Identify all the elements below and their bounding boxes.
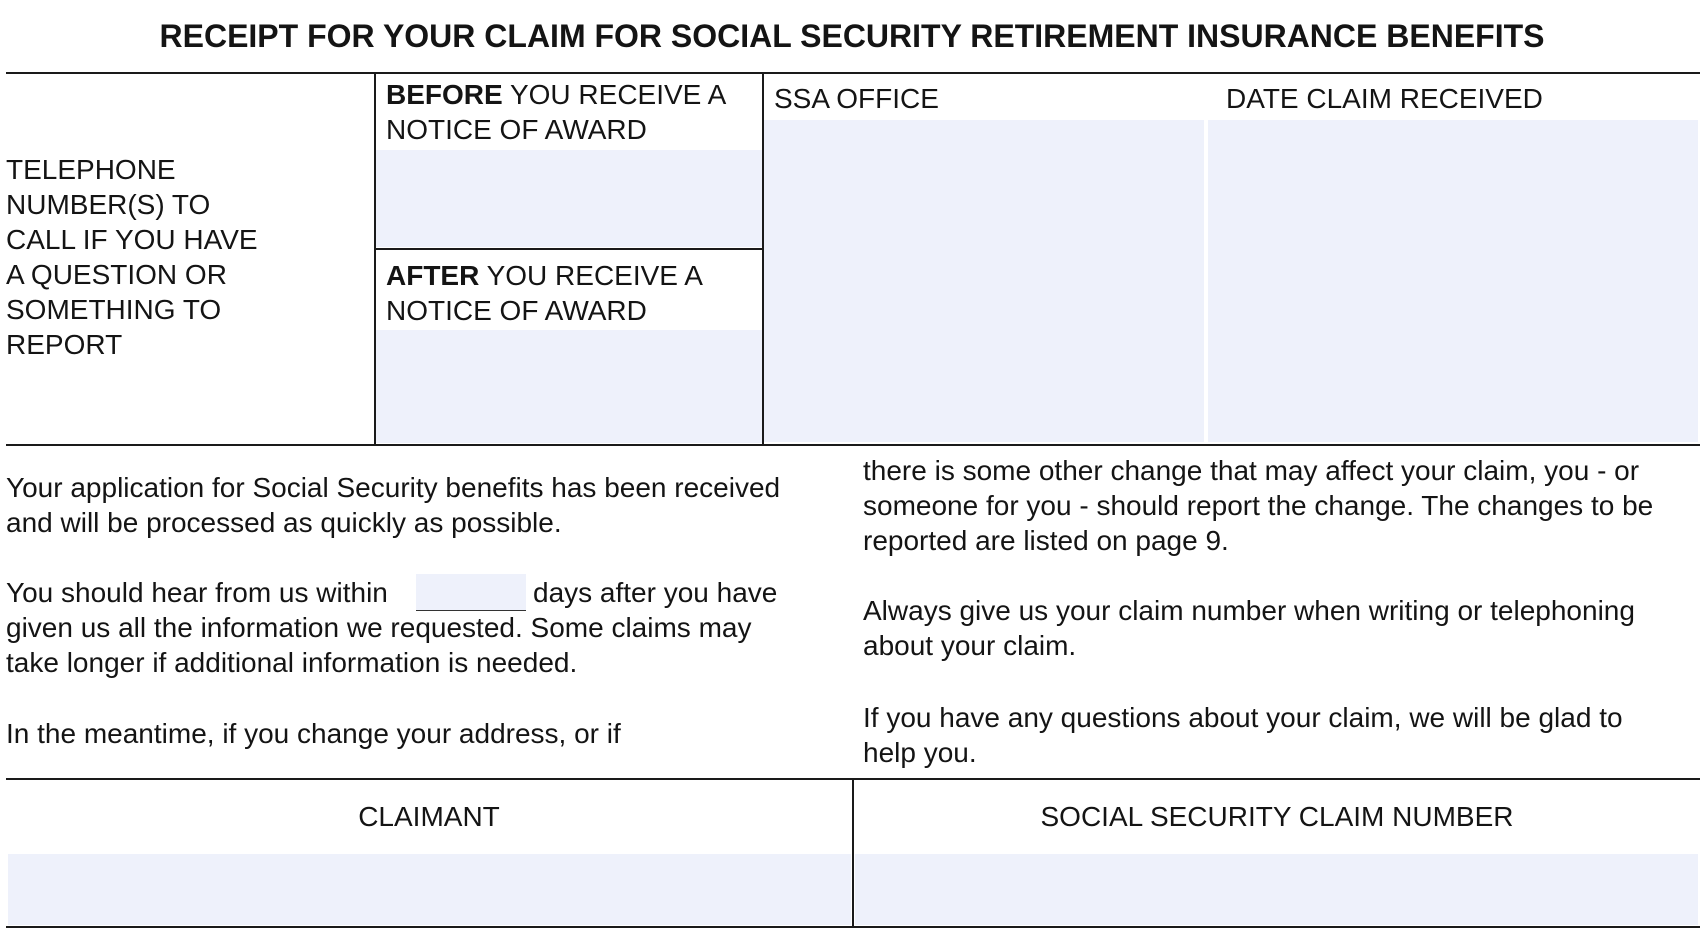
ssa-office-input[interactable] bbox=[764, 120, 1204, 442]
top-table-bottom-border bbox=[6, 444, 1700, 446]
body-left-days-post: days after you have bbox=[533, 577, 778, 608]
divider-before-after bbox=[375, 248, 763, 250]
body-left-paragraph-1: Your application for Social Security benefits has been received and will be processed as quickly as possible. bbox=[6, 472, 781, 538]
ssa-office-label: SSA OFFICE bbox=[774, 83, 939, 114]
top-table-border bbox=[6, 72, 1700, 74]
date-claim-received-input[interactable] bbox=[1208, 120, 1698, 442]
claimant-label: CLAIMANT bbox=[358, 801, 500, 832]
telephone-label: TELEPHONE NUMBER(S) TO CALL IF YOU HAVE A QUESTION OR SOMETHING TO REPORT bbox=[6, 154, 258, 360]
body-left-days-pre: You should hear from us within bbox=[6, 577, 388, 608]
body-right-paragraph-2: Always give us your claim number when writing or telephoning about your claim. bbox=[863, 595, 1635, 661]
before-award-label: BEFORE YOU RECEIVE A NOTICE OF AWARD bbox=[386, 79, 727, 145]
claimant-input[interactable] bbox=[8, 854, 851, 925]
form-title: RECEIPT FOR YOUR CLAIM FOR SOCIAL SECURITY RETIREMENT INSURANCE BENEFITS bbox=[159, 18, 1545, 54]
body-right-paragraph-3: If you have any questions about your claim, we will be glad to help you. bbox=[863, 702, 1623, 768]
after-award-phone-input[interactable] bbox=[376, 330, 762, 443]
body-right-paragraph-1: there is some other change that may affect your claim, you - or someone for you - should report the change. The changes to be reported are listed on page 9. bbox=[863, 455, 1654, 556]
body-left-paragraph-3: In the meantime, if you change your address, or if bbox=[6, 718, 621, 749]
before-award-phone-input[interactable] bbox=[376, 150, 762, 247]
date-claim-received-label: DATE CLAIM RECEIVED bbox=[1226, 83, 1543, 114]
claim-number-label: SOCIAL SECURITY CLAIM NUMBER bbox=[1040, 801, 1514, 832]
days-input[interactable] bbox=[416, 574, 526, 611]
after-award-label: AFTER YOU RECEIVE A NOTICE OF AWARD bbox=[386, 260, 703, 326]
claim-number-input[interactable] bbox=[855, 854, 1698, 925]
body-left-paragraph-2: given us all the information we requested. Some claims may take longer if additional information is needed. bbox=[6, 612, 752, 678]
